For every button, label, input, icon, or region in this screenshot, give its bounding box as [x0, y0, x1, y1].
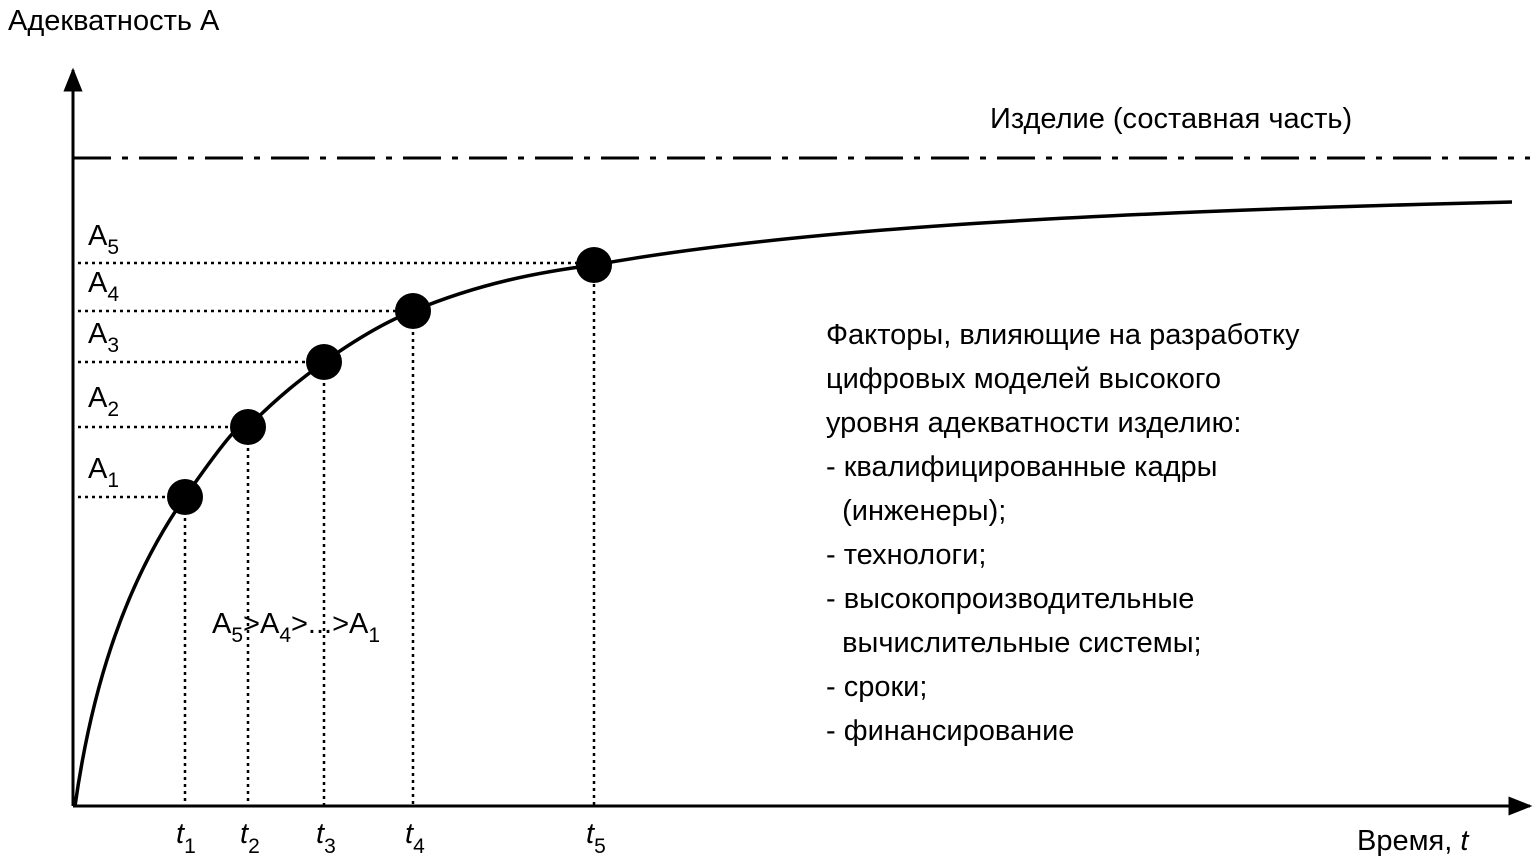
- point-1: [167, 479, 203, 515]
- cmp-a-3: A: [349, 608, 369, 640]
- factors-line-10: - финансирование: [826, 715, 1075, 747]
- a-label-3-base: A: [88, 318, 108, 350]
- point-3: [306, 344, 342, 380]
- a-label-5: [88, 220, 119, 259]
- x-axis-var: t: [1460, 825, 1469, 857]
- a-label-4: [88, 267, 119, 306]
- y-axis-label: Адекватность А: [8, 5, 220, 37]
- point-2: [230, 409, 266, 445]
- factors-line-7: - высокопроизводительные: [826, 583, 1195, 615]
- t-label-4: [405, 818, 425, 858]
- t-label-4-base: t: [405, 818, 414, 850]
- factors-line-4: - квалифицированные кадры: [826, 451, 1218, 483]
- a-label-2: [88, 382, 119, 421]
- factors-line-8: вычислительные системы;: [826, 627, 1202, 659]
- point-4: [395, 293, 431, 329]
- t-label-1-sub: 1: [184, 835, 196, 858]
- x-axis-label-group: [1357, 825, 1470, 857]
- a-label-1-sub: 1: [107, 469, 120, 492]
- t-label-5-sub: 5: [594, 835, 606, 858]
- t-label-3: [316, 818, 336, 858]
- factors-block: [826, 319, 1300, 747]
- cmp-a-2: A: [259, 608, 280, 640]
- cmp-sub-2: 4: [279, 624, 291, 647]
- cmp-sub-1: 5: [231, 624, 244, 647]
- t-label-2: [240, 818, 260, 858]
- a-label-4-base: A: [88, 267, 108, 299]
- a-labels: [88, 220, 119, 492]
- a-label-1: [88, 453, 119, 492]
- t-label-1-base: t: [176, 818, 185, 850]
- x-axis-label: Время,: [1357, 825, 1453, 857]
- factors-line-1: Факторы, влияющие на разработку: [826, 319, 1300, 351]
- a-label-1-base: A: [88, 453, 108, 485]
- cmp-sub-3: 1: [368, 624, 381, 647]
- point-5: [576, 247, 612, 283]
- t-label-2-base: t: [240, 818, 249, 850]
- t-labels: [176, 818, 606, 858]
- a-label-5-sub: 5: [107, 236, 120, 259]
- t-label-1: [176, 818, 196, 858]
- cmp-op-1: >: [243, 608, 260, 640]
- t-label-5-base: t: [586, 818, 595, 850]
- t-label-4-sub: 4: [413, 835, 425, 858]
- comparison-label: [212, 608, 380, 647]
- factors-line-2: цифровых моделей высокого: [826, 363, 1221, 395]
- guide-lines: [78, 263, 594, 806]
- a-label-3: [88, 318, 119, 357]
- curve-points: [167, 247, 612, 515]
- t-label-3-sub: 3: [324, 835, 336, 858]
- t-label-5: [586, 818, 606, 858]
- a-label-2-base: A: [88, 382, 108, 414]
- adequacy-curve: [75, 202, 1512, 806]
- factors-line-3: уровня адекватности изделию:: [826, 407, 1242, 439]
- reference-line-label: Изделие (составная часть): [990, 103, 1353, 135]
- factors-line-6: - технологи;: [826, 539, 987, 571]
- factors-line-9: - сроки;: [826, 671, 928, 703]
- cmp-a-1: A: [212, 608, 232, 640]
- a-label-3-sub: 3: [107, 334, 120, 357]
- a-label-5-base: A: [88, 220, 108, 252]
- t-label-2-sub: 2: [248, 835, 260, 858]
- a-label-2-sub: 2: [107, 398, 120, 421]
- cmp-op-2: >...>: [291, 608, 350, 640]
- t-label-3-base: t: [316, 818, 325, 850]
- a-label-4-sub: 4: [107, 283, 120, 306]
- factors-line-5: (инженеры);: [826, 495, 1007, 527]
